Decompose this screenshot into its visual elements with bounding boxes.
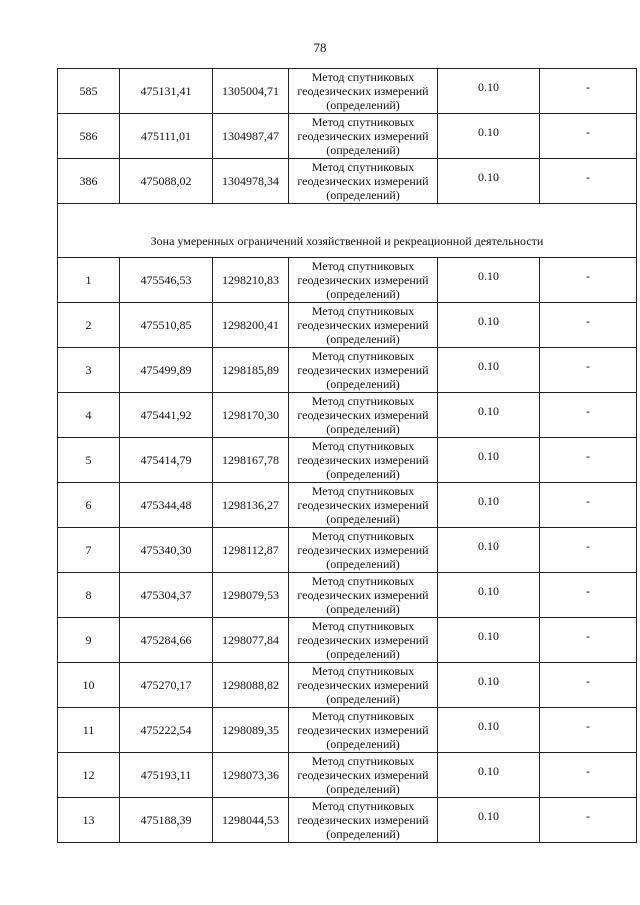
- note-value: -: [586, 169, 590, 184]
- point-number-cell: 386: [58, 159, 120, 204]
- method-cell: [289, 438, 438, 483]
- coordinates-table: [57, 68, 637, 843]
- method-line: Метод спутниковых: [311, 799, 415, 813]
- note-value: -: [586, 583, 590, 598]
- x-coordinate-cell: 475222,54: [120, 708, 213, 753]
- method-line: геодезических измерений: [297, 723, 429, 737]
- method-line: (определений): [326, 512, 400, 526]
- point-number-cell: 13: [58, 798, 120, 843]
- method-cell: [289, 159, 438, 204]
- note-value: -: [586, 718, 590, 733]
- point-number-cell: 5: [58, 438, 120, 483]
- table-body-top: [58, 69, 637, 204]
- method-line: (определений): [326, 143, 400, 157]
- y-coordinate-cell: 1298170,30: [213, 393, 289, 438]
- precision-cell: [438, 303, 540, 348]
- method-cell: [289, 258, 438, 303]
- method-cell: [289, 348, 438, 393]
- precision-value: 0.10: [478, 718, 499, 733]
- point-number-cell: 7: [58, 528, 120, 573]
- point-number-cell: 12: [58, 753, 120, 798]
- method-line: Метод спутниковых: [311, 484, 415, 498]
- precision-value: 0.10: [478, 493, 499, 508]
- x-coordinate-cell: 475193,11: [120, 753, 213, 798]
- note-cell: [540, 753, 637, 798]
- x-coordinate-cell: 475088,02: [120, 159, 213, 204]
- method-cell: [289, 69, 438, 114]
- method-line: геодезических измерений: [297, 813, 429, 827]
- method-line: (определений): [326, 647, 400, 661]
- note-cell: [540, 159, 637, 204]
- method-line: Метод спутниковых: [311, 439, 415, 453]
- method-line: (определений): [326, 422, 400, 436]
- note-cell: [540, 69, 637, 114]
- method-line: геодезических измерений: [297, 408, 429, 422]
- y-coordinate-cell: 1298200,41: [213, 303, 289, 348]
- method-line: Метод спутниковых: [311, 754, 415, 768]
- table-body-zone: [58, 258, 637, 843]
- x-coordinate-cell: 475270,17: [120, 663, 213, 708]
- method-line: геодезических измерений: [297, 318, 429, 332]
- table-row: [58, 159, 637, 204]
- x-coordinate-cell: 475284,66: [120, 618, 213, 663]
- precision-cell: [438, 528, 540, 573]
- method-line: (определений): [326, 188, 400, 202]
- method-line: геодезических измерений: [297, 588, 429, 602]
- table-row: [58, 663, 637, 708]
- note-cell: [540, 483, 637, 528]
- note-value: -: [586, 448, 590, 463]
- x-coordinate-cell: 475131,41: [120, 69, 213, 114]
- y-coordinate-cell: 1298167,78: [213, 438, 289, 483]
- page-number: 78: [313, 40, 327, 55]
- point-number-cell: 8: [58, 573, 120, 618]
- precision-cell: [438, 573, 540, 618]
- method-cell: [289, 708, 438, 753]
- note-value: -: [586, 493, 590, 508]
- precision-cell: [438, 663, 540, 708]
- method-line: (определений): [326, 467, 400, 481]
- point-number-cell: 585: [58, 69, 120, 114]
- point-number-cell: 9: [58, 618, 120, 663]
- method-line: Метод спутниковых: [311, 619, 415, 633]
- y-coordinate-cell: 1298136,27: [213, 483, 289, 528]
- x-coordinate-cell: 475340,30: [120, 528, 213, 573]
- y-coordinate-cell: 1298089,35: [213, 708, 289, 753]
- point-number-cell: 1: [58, 258, 120, 303]
- method-cell: [289, 114, 438, 159]
- zone-title: Зона умеренных ограничений хозяйственной и рекреационной деятельности: [58, 204, 637, 258]
- method-cell: [289, 393, 438, 438]
- precision-value: 0.10: [478, 628, 499, 643]
- x-coordinate-cell: 475111,01: [120, 114, 213, 159]
- y-coordinate-cell: 1298077,84: [213, 618, 289, 663]
- precision-value: 0.10: [478, 673, 499, 688]
- precision-value: 0.10: [478, 358, 499, 373]
- note-cell: [540, 663, 637, 708]
- note-cell: [540, 348, 637, 393]
- table-row: [58, 753, 637, 798]
- method-line: Метод спутниковых: [311, 349, 415, 363]
- method-line: геодезических измерений: [297, 543, 429, 557]
- note-value: -: [586, 124, 590, 139]
- precision-cell: [438, 708, 540, 753]
- point-number-cell: 11: [58, 708, 120, 753]
- precision-value: 0.10: [478, 583, 499, 598]
- table-row: [58, 258, 637, 303]
- note-cell: [540, 798, 637, 843]
- method-cell: [289, 753, 438, 798]
- method-line: (определений): [326, 602, 400, 616]
- note-value: -: [586, 538, 590, 553]
- point-number-cell: 2: [58, 303, 120, 348]
- y-coordinate-cell: 1298073,36: [213, 753, 289, 798]
- precision-cell: [438, 753, 540, 798]
- method-line: геодезических измерений: [297, 633, 429, 647]
- method-line: (определений): [326, 692, 400, 706]
- method-cell: [289, 618, 438, 663]
- point-number-cell: 3: [58, 348, 120, 393]
- precision-value: 0.10: [478, 448, 499, 463]
- y-coordinate-cell: 1298210,83: [213, 258, 289, 303]
- table-row: [58, 438, 637, 483]
- table-row: [58, 303, 637, 348]
- y-coordinate-cell: 1298088,82: [213, 663, 289, 708]
- point-number-cell: 586: [58, 114, 120, 159]
- method-line: Метод спутниковых: [311, 394, 415, 408]
- table-row: [58, 573, 637, 618]
- precision-value: 0.10: [478, 313, 499, 328]
- note-value: -: [586, 403, 590, 418]
- point-number-cell: 4: [58, 393, 120, 438]
- method-line: геодезических измерений: [297, 84, 429, 98]
- note-cell: [540, 573, 637, 618]
- precision-cell: [438, 393, 540, 438]
- note-cell: [540, 303, 637, 348]
- precision-value: 0.10: [478, 169, 499, 184]
- zone-section: [58, 204, 637, 258]
- method-line: Метод спутниковых: [311, 70, 415, 84]
- method-line: (определений): [326, 557, 400, 571]
- precision-value: 0.10: [478, 763, 499, 778]
- method-line: Метод спутниковых: [311, 160, 415, 174]
- precision-value: 0.10: [478, 124, 499, 139]
- note-value: -: [586, 268, 590, 283]
- x-coordinate-cell: 475344,48: [120, 483, 213, 528]
- method-line: геодезических измерений: [297, 273, 429, 287]
- method-line: геодезических измерений: [297, 129, 429, 143]
- x-coordinate-cell: 475414,79: [120, 438, 213, 483]
- precision-value: 0.10: [478, 79, 499, 94]
- precision-cell: [438, 438, 540, 483]
- table-row: [58, 528, 637, 573]
- method-line: Метод спутниковых: [311, 259, 415, 273]
- precision-value: 0.10: [478, 268, 499, 283]
- note-value: -: [586, 358, 590, 373]
- table-row: [58, 618, 637, 663]
- method-cell: [289, 573, 438, 618]
- note-value: -: [586, 673, 590, 688]
- note-cell: [540, 528, 637, 573]
- table-row: [58, 483, 637, 528]
- note-cell: [540, 114, 637, 159]
- method-line: геодезических измерений: [297, 498, 429, 512]
- x-coordinate-cell: 475304,37: [120, 573, 213, 618]
- method-line: (определений): [326, 332, 400, 346]
- note-value: -: [586, 763, 590, 778]
- table-row: [58, 393, 637, 438]
- precision-cell: [438, 258, 540, 303]
- point-number-cell: 10: [58, 663, 120, 708]
- method-line: (определений): [326, 737, 400, 751]
- method-line: Метод спутниковых: [311, 115, 415, 129]
- note-value: -: [586, 313, 590, 328]
- y-coordinate-cell: 1298112,87: [213, 528, 289, 573]
- method-line: Метод спутниковых: [311, 664, 415, 678]
- precision-cell: [438, 159, 540, 204]
- method-line: (определений): [326, 287, 400, 301]
- precision-cell: [438, 618, 540, 663]
- x-coordinate-cell: 475441,92: [120, 393, 213, 438]
- method-line: геодезических измерений: [297, 678, 429, 692]
- note-value: -: [586, 808, 590, 823]
- y-coordinate-cell: 1305004,71: [213, 69, 289, 114]
- precision-value: 0.10: [478, 538, 499, 553]
- method-line: Метод спутниковых: [311, 304, 415, 318]
- note-value: -: [586, 628, 590, 643]
- precision-cell: [438, 114, 540, 159]
- note-cell: [540, 708, 637, 753]
- method-line: геодезических измерений: [297, 363, 429, 377]
- method-cell: [289, 528, 438, 573]
- note-cell: [540, 393, 637, 438]
- y-coordinate-cell: 1304978,34: [213, 159, 289, 204]
- precision-value: 0.10: [478, 808, 499, 823]
- precision-cell: [438, 483, 540, 528]
- table-row: [58, 708, 637, 753]
- method-line: (определений): [326, 377, 400, 391]
- point-number-cell: 6: [58, 483, 120, 528]
- y-coordinate-cell: 1304987,47: [213, 114, 289, 159]
- method-line: геодезических измерений: [297, 174, 429, 188]
- method-cell: [289, 483, 438, 528]
- precision-cell: [438, 69, 540, 114]
- precision-cell: [438, 348, 540, 393]
- note-value: -: [586, 79, 590, 94]
- table-row: [58, 798, 637, 843]
- x-coordinate-cell: 475510,85: [120, 303, 213, 348]
- x-coordinate-cell: 475546,53: [120, 258, 213, 303]
- x-coordinate-cell: 475188,39: [120, 798, 213, 843]
- y-coordinate-cell: 1298079,53: [213, 573, 289, 618]
- note-cell: [540, 618, 637, 663]
- table-row: [58, 69, 637, 114]
- y-coordinate-cell: 1298185,89: [213, 348, 289, 393]
- method-cell: [289, 303, 438, 348]
- method-line: (определений): [326, 782, 400, 796]
- table-row: [58, 114, 637, 159]
- method-cell: [289, 798, 438, 843]
- method-line: (определений): [326, 98, 400, 112]
- table-row: [58, 348, 637, 393]
- precision-cell: [438, 798, 540, 843]
- method-line: Метод спутниковых: [311, 529, 415, 543]
- y-coordinate-cell: 1298044,53: [213, 798, 289, 843]
- method-line: геодезических измерений: [297, 453, 429, 467]
- x-coordinate-cell: 475499,89: [120, 348, 213, 393]
- method-line: геодезических измерений: [297, 768, 429, 782]
- note-cell: [540, 438, 637, 483]
- method-line: (определений): [326, 827, 400, 841]
- method-line: Метод спутниковых: [311, 574, 415, 588]
- method-cell: [289, 663, 438, 708]
- precision-value: 0.10: [478, 403, 499, 418]
- method-line: Метод спутниковых: [311, 709, 415, 723]
- note-cell: [540, 258, 637, 303]
